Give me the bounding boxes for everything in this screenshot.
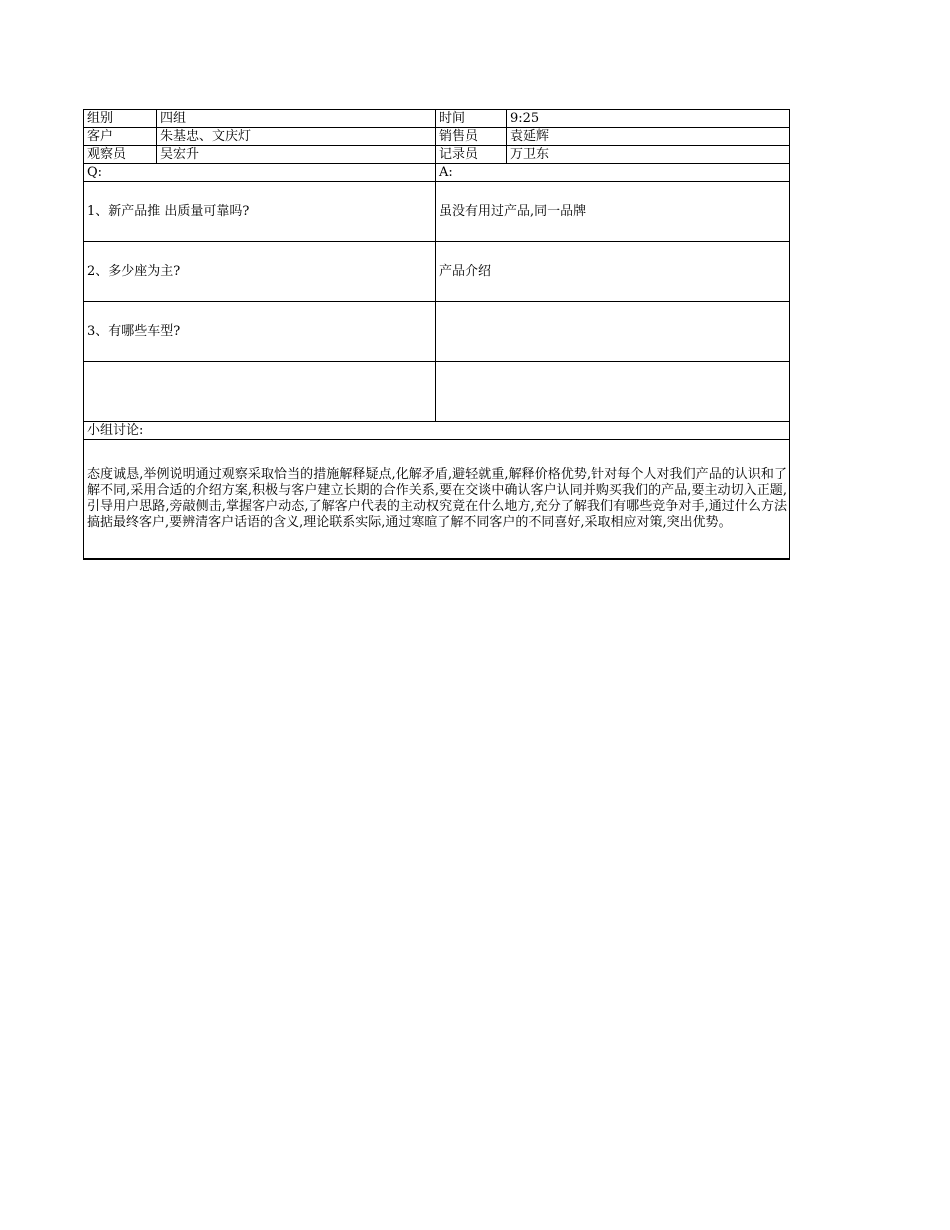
answer-cell — [436, 362, 790, 422]
recorder-value: 万卫东 — [507, 146, 790, 164]
customer-label: 客户 — [84, 128, 157, 146]
question-cell: 3、有哪些车型? — [84, 302, 436, 362]
question-header: Q: — [84, 164, 436, 182]
group-value: 四组 — [157, 110, 436, 128]
observer-label: 观察员 — [84, 146, 157, 164]
discussion-row — [84, 440, 790, 560]
customer-value: 朱基忠、文庆灯 — [157, 128, 436, 146]
discussion-header-row — [84, 422, 790, 440]
question-cell: 1、新产品推 出质量可靠吗? — [84, 182, 436, 242]
qa-header-row — [84, 164, 790, 182]
record-sheet — [83, 109, 790, 560]
observer-row — [84, 146, 790, 164]
discussion-text: 态度诚恳,举例说明通过观察采取恰当的措施解释疑点,化解矛盾,避轻就重,解释价格优势,针对每个人对我们产品的认识和了解不同,采用合适的介绍方案,积极与客户建立长期的合作关系,要在交谈中确认客户认同并购买我们的产品,要主动切入正题,引导用户思路,旁敲侧击,掌握客户动态,了解客户代表的主动权究竟在什么地方,充分了解我们有哪些竞争对手,通过什么方法搞掂最终客户,要辨清客户话语的含义,理论联系实际,通过寒暄了解不同客户的不同喜好,采取相应对策,突出优势。 — [84, 440, 790, 560]
qa-row — [84, 302, 790, 362]
sales-value: 袁延辉 — [507, 128, 790, 146]
group-row — [84, 110, 790, 128]
question-cell: 2、多少座为主? — [84, 242, 436, 302]
recorder-label: 记录员 — [436, 146, 507, 164]
qa-row — [84, 242, 790, 302]
answer-cell — [436, 302, 790, 362]
time-label: 时间 — [436, 110, 507, 128]
question-cell — [84, 362, 436, 422]
qa-row — [84, 362, 790, 422]
group-label: 组别 — [84, 110, 157, 128]
time-value: 9:25 — [507, 110, 790, 128]
answer-cell: 产品介绍 — [436, 242, 790, 302]
discussion-label: 小组讨论: — [84, 422, 790, 440]
observer-value: 吴宏升 — [157, 146, 436, 164]
answer-header: A: — [436, 164, 790, 182]
customer-row — [84, 128, 790, 146]
answer-cell: 虽没有用过产品,同一品牌 — [436, 182, 790, 242]
sales-label: 销售员 — [436, 128, 507, 146]
qa-row — [84, 182, 790, 242]
